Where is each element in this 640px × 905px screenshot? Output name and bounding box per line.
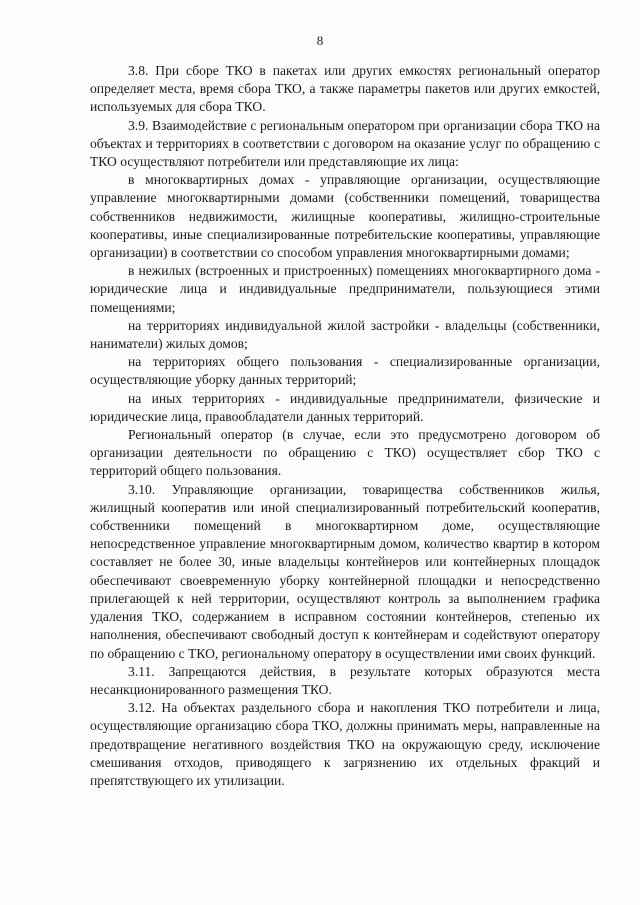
paragraph-3-11: 3.11. Запрещаются действия, в результате которых образуются места несанкционированного размещения ТКО.: [90, 663, 600, 697]
page-number: 8: [316, 33, 324, 48]
list-item-non-residential-premises: в нежилых (встроенных и пристроенных) помещениях многоквартирного дома - юридические лица и индивидуальные предприниматели, пользующиеся этими помещениями;: [90, 263, 600, 315]
paragraph-3-12: 3.12. На объектах раздельного сбора и накопления ТКО потребители и лица, осуществляющие организацию сбора ТКО, должны принимать меры, направленные на предотвращение негативного воздействия ТКО на окружающую среду, исключение смешивания отходов, приводящего к загрязнению их отдельных фракций и препятствующего их утилизации.: [90, 700, 600, 788]
paragraph-3-10: 3.10. Управляющие организации, товарищества собственников жилья, жилищный кооператив или иной специализированный потребительский кооператив, собственники помещений в многоквартирном доме, осуществляющие непосредственное управление многоквартирным домом, количество квартир в котором составляет не более 30, иные владельцы контейнеров или контейнерных площадок обеспечивают своевременную уборку контейнерной площадки и непосредственно прилегающей к ней территории, осуществляют контроль за выполнением графика удаления ТКО, содержанием в исправном состоянии контейнеров, степенью их наполнения, обеспечивают свободный доступ к контейнерам и содействуют оператору по обращению с ТКО, региональному оператору в осуществлении ими своих функций.: [90, 481, 600, 661]
paragraph-regional-operator: Региональный оператор (в случае, если это предусмотрено договором об организации деятельности по обращению с ТКО) осуществляет сбор ТКО с территорий общего пользования.: [90, 427, 600, 479]
list-item-individual-housing: на территориях индивидуальной жилой застройки - владельцы (собственники, наниматели) жилых домов;: [90, 317, 600, 352]
paragraph-3-9: 3.9. Взаимодействие с региональным оператором при организации сбора ТКО на объектах и территориях в соответствии с договором на оказание услуг по обращению с ТКО осуществляют потребители или представляющие их лица:: [90, 117, 600, 170]
paragraph-3-8: 3.8. При сборе ТКО в пакетах или других емкостях региональный оператор определяет места, время сбора ТКО, а также параметры пакетов или других емкостей, используемых для сбора ТКО.: [90, 63, 600, 115]
document-body: [90, 62, 600, 790]
list-item-apartment-buildings: в многоквартирных домах - управляющие организации, осуществляющие управление многоквартирными домами (собственники помещений, товарищества собственников недвижимости, жилищные кооперативы, жилищно-строительные кооперативы, иные специализированные потребительские кооперативы, управляющие организации) в соответствии со способом управления многоквартирными домами;: [90, 172, 600, 261]
list-item-public-areas: на территориях общего пользования - специализированные организации, осуществляющие уборку данных территорий;: [90, 354, 600, 388]
list-item-other-territories: на иных территориях - индивидуальные предприниматели, физические и юридические лица, правообладатели данных территорий.: [90, 390, 600, 424]
